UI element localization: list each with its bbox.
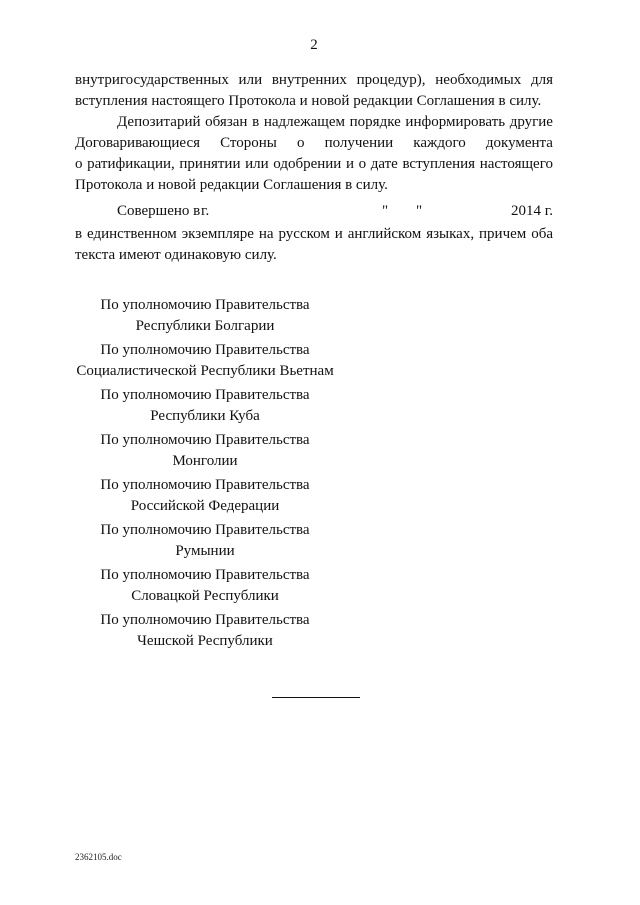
signature-block-cuba	[75, 385, 335, 427]
word: другие	[509, 114, 553, 130]
text-line: о ратификации, принятии или одобрении и о дате вступления настоящего	[75, 156, 553, 172]
word: получении	[324, 135, 394, 151]
text-line: в единственном экземпляре на русском и английском языках, причем оба	[75, 226, 553, 242]
signature-authority: По уполномочию Правительства	[100, 477, 310, 493]
signature-block-czech	[75, 610, 335, 652]
signature-country: Монголии	[172, 453, 238, 469]
word: надлежащем	[263, 114, 345, 130]
text-line	[75, 112, 553, 133]
word: Стороны	[220, 135, 277, 151]
end-divider	[272, 697, 360, 698]
signature-block-russia	[75, 475, 335, 517]
text-line	[75, 133, 553, 154]
word: Договаривающиеся	[75, 135, 200, 151]
signature-authority: По уполномочию Правительства	[100, 342, 310, 358]
signature-block-romania	[75, 520, 335, 562]
signature-block-mongolia	[75, 430, 335, 472]
signature-authority: По уполномочию Правительства	[100, 522, 310, 538]
signature-authority: По уполномочию Правительства	[100, 387, 310, 403]
page-number: 2	[310, 37, 318, 53]
text-line: Протокола и новой редакции Соглашения в силу.	[75, 177, 388, 193]
signature-country: Словацкой Республики	[131, 588, 279, 604]
paragraph-depositary	[75, 112, 553, 196]
signature-country: Республики Болгарии	[135, 318, 275, 334]
signature-authority: По уполномочию Правительства	[100, 567, 310, 583]
word: порядке	[349, 114, 401, 130]
document-id: 2362105.doc	[75, 852, 122, 862]
signature-country: Чешской Республики	[137, 633, 273, 649]
signature-blocks	[75, 295, 335, 655]
signature-country: Республики Куба	[150, 408, 260, 424]
done-at-city-suffix: г.	[201, 203, 210, 219]
signature-authority: По уполномочию Правительства	[100, 612, 310, 628]
text-line: внутригосударственных или внутренних процедур), необходимых для	[75, 72, 553, 88]
word: каждого	[413, 135, 466, 151]
done-at-year: 2014 г.	[511, 203, 553, 219]
done-at-quote-open: "	[382, 203, 389, 219]
done-at-quote-close: "	[416, 203, 423, 219]
text-line: текста имеют одинаковую силу.	[75, 247, 277, 263]
done-at-prefix: Совершено в	[117, 203, 201, 219]
signature-country: Социалистической Республики Вьетнам	[76, 363, 334, 379]
word: Депозитарий	[117, 114, 201, 130]
signature-block-slovakia	[75, 565, 335, 607]
signature-block-vietnam	[75, 340, 335, 382]
signature-country: Румынии	[175, 543, 235, 559]
paragraph-continuation	[75, 70, 553, 112]
done-at-line	[75, 203, 553, 224]
signature-block-bulgaria	[75, 295, 335, 337]
word: о	[296, 135, 305, 151]
signature-authority: По уполномочию Правительства	[100, 297, 310, 313]
signature-country: Российской Федерации	[130, 498, 280, 514]
text-line: вступления настоящего Протокола и новой редакции Соглашения в силу.	[75, 93, 542, 109]
word: обязан	[205, 114, 248, 130]
word: в	[252, 114, 260, 130]
signature-authority: По уполномочию Правительства	[100, 432, 310, 448]
paragraph-language	[75, 224, 553, 266]
word: информировать	[405, 114, 506, 130]
word: документа	[485, 135, 553, 151]
